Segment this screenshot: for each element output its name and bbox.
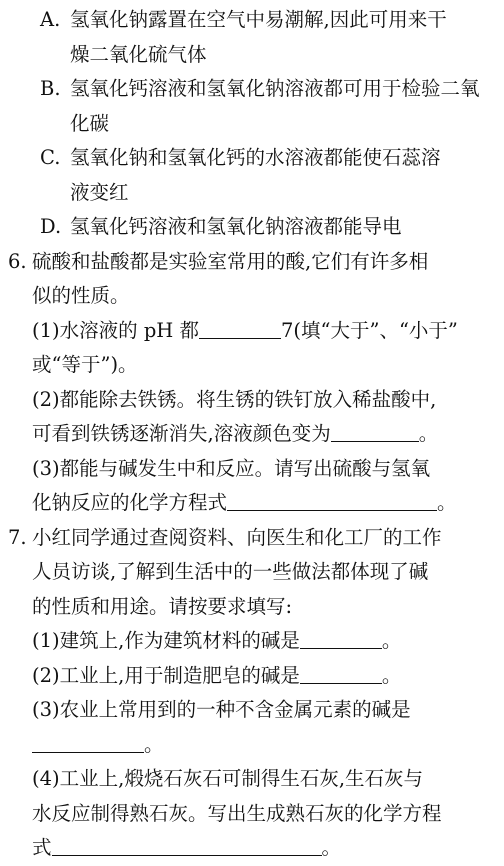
q7-part-3: (3)农业上常用到的一种不含金属元素的碱是 <box>32 698 411 721</box>
answer-blank[interactable] <box>300 661 382 684</box>
answer-blank[interactable] <box>227 488 437 511</box>
option-letter: D. <box>40 215 62 238</box>
question-stem: 小红同学通过查阅资料、向医生和化工厂的工作 <box>32 525 442 549</box>
option-text: 液变红 <box>70 180 129 204</box>
q6-part-2-cont: 可看到铁锈逐渐消失,溶液颜色变为 。 <box>8 417 492 452</box>
q6-part-1: (1)水溶液的 pH 都 7(填“大于”、“小于” <box>8 314 492 349</box>
answer-blank[interactable] <box>300 626 382 649</box>
answer-blank[interactable] <box>52 833 322 856</box>
question-stem: 人员访谈,了解到生活中的一些做法都体现了碱 <box>32 560 429 583</box>
q7-part-4-end: 式 。 <box>8 831 492 866</box>
q7-part-1: (1)建筑上,作为建筑材料的碱是 。 <box>8 624 492 659</box>
q7-part-3-cont: 。 <box>8 728 492 763</box>
q6-part-2: (2)都能除去铁锈。将生锈的铁钉放入稀盐酸中, <box>32 387 437 411</box>
option-text: 氢氧化钙溶液和氢氧化钠溶液都可用于检验二氧 <box>70 77 480 100</box>
option-d <box>8 210 492 245</box>
option-letter: C. <box>40 146 61 169</box>
question-7 <box>8 521 492 866</box>
q6-part-3: (3)都能与碱发生中和反应。请写出硫酸与氢氧 <box>32 456 431 480</box>
question-number: 6. <box>8 249 27 273</box>
q6-part-1-cont: 或“等于”)。 <box>32 353 138 376</box>
option-text: 氢氧化钠和氢氧化钙的水溶液都能使石蕊溶 <box>70 146 441 169</box>
answer-blank[interactable] <box>199 316 281 339</box>
option-letter: A. <box>40 8 61 31</box>
option-a <box>8 3 492 72</box>
q7-part-4: (4)工业上,煅烧石灰石可制得生石灰,生石灰与 <box>32 767 424 790</box>
option-text: 氢氧化钙溶液和氢氧化钠溶液都能导电 <box>70 215 402 238</box>
option-letter: B. <box>40 77 61 100</box>
q7-part-4-cont: 水反应制得熟石灰。写出生成熟石灰的化学方程 <box>32 801 442 825</box>
question-6 <box>8 245 492 521</box>
q7-part-2: (2)工业上,用于制造肥皂的碱是 。 <box>8 659 492 694</box>
option-text: 化碳 <box>70 111 110 135</box>
answer-blank[interactable] <box>32 730 144 753</box>
option-b <box>8 72 492 141</box>
option-text: 氢氧化钠露置在空气中易潮解,因此可用来干 <box>70 8 447 31</box>
question-stem: 似的性质。 <box>32 284 130 307</box>
question-stem: 硫酸和盐酸都是实验室常用的酸,它们有许多相 <box>32 249 429 273</box>
option-c <box>8 141 492 210</box>
answer-blank[interactable] <box>331 419 419 442</box>
question-stem: 的性质和用途。请按要求填写: <box>32 594 293 618</box>
option-text: 燥二氧化硫气体 <box>70 42 207 66</box>
question-number: 7. <box>8 525 27 549</box>
q6-part-3-cont: 化钠反应的化学方程式 。 <box>8 486 492 521</box>
